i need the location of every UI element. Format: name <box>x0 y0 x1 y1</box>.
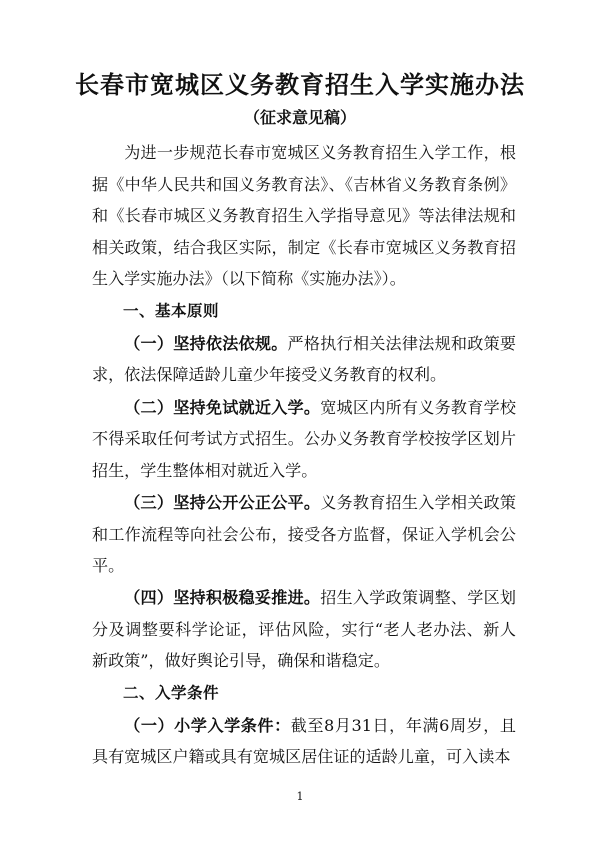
principle-paragraph-3 <box>92 487 516 582</box>
principle-text-3: 义务教育招生入学相关政策和工作流程等向社会公布，接受各方监督，保证入学机会公平。 <box>92 492 517 576</box>
principle-paragraph-1 <box>92 328 516 391</box>
principle-paragraph-4 <box>92 582 516 677</box>
principle-lead-1: （一）坚持依法依规。 <box>124 333 288 353</box>
document-subtitle: （征求意见稿） <box>243 108 356 127</box>
condition-paragraph-1 <box>92 710 516 773</box>
section-heading-conditions: 二、入学条件 <box>123 683 220 702</box>
page-number: 1 <box>296 790 304 803</box>
principle-lead-3: （三）坚持公开公正公平。 <box>124 492 321 512</box>
document-body <box>92 137 516 774</box>
principle-text-1: 严格执行相关法律法规和政策要求，依法保障适龄儿童少年接受义务教育的权利。 <box>92 333 517 385</box>
principle-lead-4: （四）坚持积极稳妥推进。 <box>124 588 321 608</box>
document-title: 长春市宽城区义务教育招生入学实施办法 <box>75 70 525 99</box>
principle-paragraph-2 <box>92 392 516 487</box>
section-heading-principles: 一、基本原则 <box>123 301 220 320</box>
intro-paragraph: 为进一步规范长春市宽城区义务教育招生入学工作，根据《中华人民共和国义务教育法》、《吉林省义务教育条例》和《长春市城区义务教育招生入学指导意见》等法律法规和相关政策，结合我区实际，制定《长春市宽城区义务教育招生入学实施办法》（以下简称《实施办法》）。 <box>92 143 516 289</box>
condition-lead-1: （一）小学入学条件： <box>124 715 291 735</box>
condition-text-1: 截至8月31日，年满6周岁，且具有宽城区户籍或具有宽城区居住证的适龄儿童，可入读本 <box>92 715 517 767</box>
principle-lead-2: （二）坚持免试就近入学。 <box>124 397 321 417</box>
principle-text-2: 宽城区内所有义务教育学校不得采取任何考试方式招生。公办义务教育学校按学区划片招生，学生整体相对就近入学。 <box>92 397 517 480</box>
principle-text-4: 招生入学政策调整、学区划分及调整要科学论证，评估风险，实行“老人老办法、新人新政策”，做好舆论引导，确保和谐稳定。 <box>92 588 517 671</box>
